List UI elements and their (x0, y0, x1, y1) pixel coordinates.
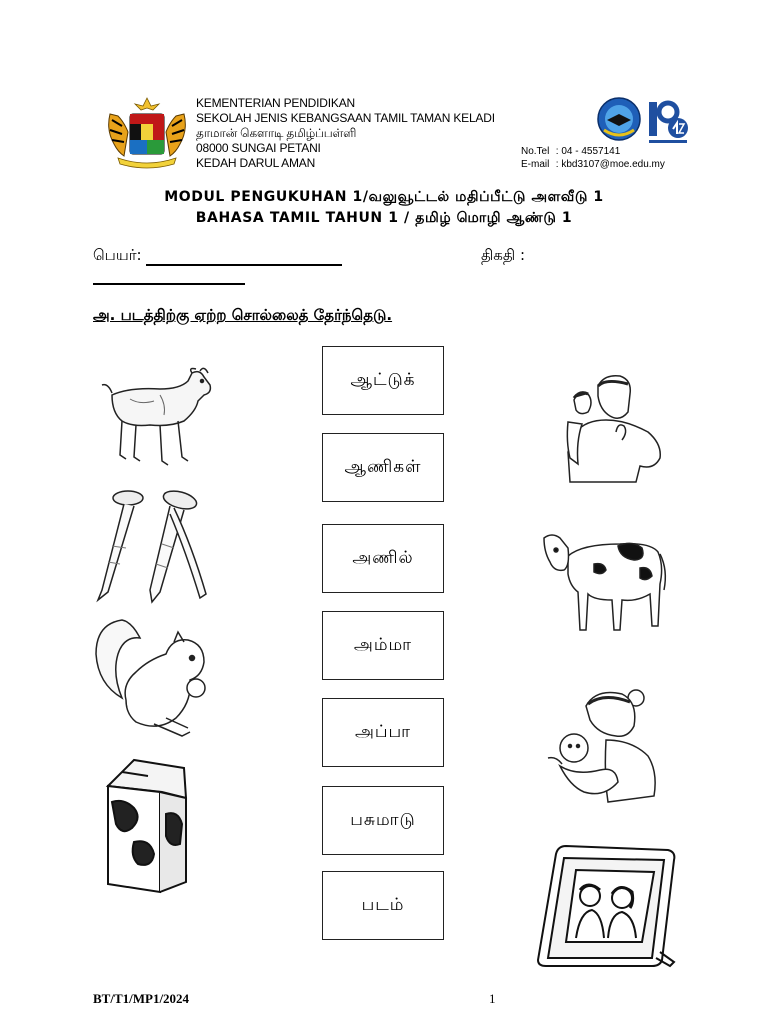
ministry-line: KEMENTERIAN PENDIDIKAN (196, 96, 355, 110)
postcode-line: 08000 SUNGAI PETANI (196, 141, 321, 155)
cow-picture[interactable] (542, 530, 670, 638)
word-box-6[interactable]: பசுமாடு (322, 786, 444, 855)
word-box-1[interactable]: ஆட்டுக் (322, 346, 444, 415)
school-info (196, 96, 495, 171)
page-number: 1 (489, 991, 496, 1006)
date-line[interactable] (93, 270, 245, 285)
contact-info (521, 145, 665, 171)
name-line[interactable] (146, 250, 342, 266)
photo-frame-picture[interactable] (530, 842, 680, 972)
milk-carton-picture[interactable] (104, 758, 190, 894)
date-label: திகதி : (481, 246, 525, 264)
name-field-row (93, 246, 342, 266)
word-box-7[interactable]: படம் (322, 871, 444, 940)
state-line: KEDAH DARUL AMAN (196, 156, 316, 170)
mother-picture[interactable] (546, 686, 662, 808)
goat-picture[interactable] (100, 365, 216, 471)
word-box-4[interactable]: அம்மா (322, 611, 444, 680)
subject-title: BAHASA TAMIL TAHUN 1 / தமிழ் மொழி ஆண்டு 1 (195, 210, 573, 226)
school-name-line: SEKOLAH JENIS KEBANGSAAN TAMIL TAMAN KELADI (196, 111, 495, 125)
malaysia-emblem-logo (104, 96, 190, 168)
squirrel-picture[interactable] (92, 614, 214, 742)
module-title: MODUL PENGUKUHAN 1/வலுவூட்டல் மதிப்பீட்டு அளவீடு 1 (164, 189, 604, 205)
nails-picture[interactable] (92, 486, 212, 604)
word-box-5[interactable]: அப்பா (322, 698, 444, 767)
word-box-2[interactable]: ஆணிகள் (322, 433, 444, 502)
word-box-3[interactable]: அணில் (322, 524, 444, 593)
tel-label: No.Tel (521, 146, 550, 157)
sekolah-25-logo (646, 98, 690, 146)
name-label: பெயர்: (93, 246, 142, 264)
document-code: BT/T1/MP1/2024 (93, 991, 190, 1006)
tel-value: : 04 - 4557141 (555, 146, 621, 157)
father-picture[interactable] (556, 372, 666, 484)
date-field-row (481, 246, 525, 266)
email-value: : kbd3107@moe.edu.my (555, 159, 665, 170)
instruction-text: அ. படத்திற்கு ஏற்ற சொல்லைத் தேர்ந்தெடு. (93, 306, 393, 324)
email-label: E-mail (521, 159, 550, 170)
school-name-tamil-line: தாமான் கெளாடி தமிழ்ப்பள்ளி (196, 126, 357, 140)
school-badge-logo (594, 96, 644, 142)
